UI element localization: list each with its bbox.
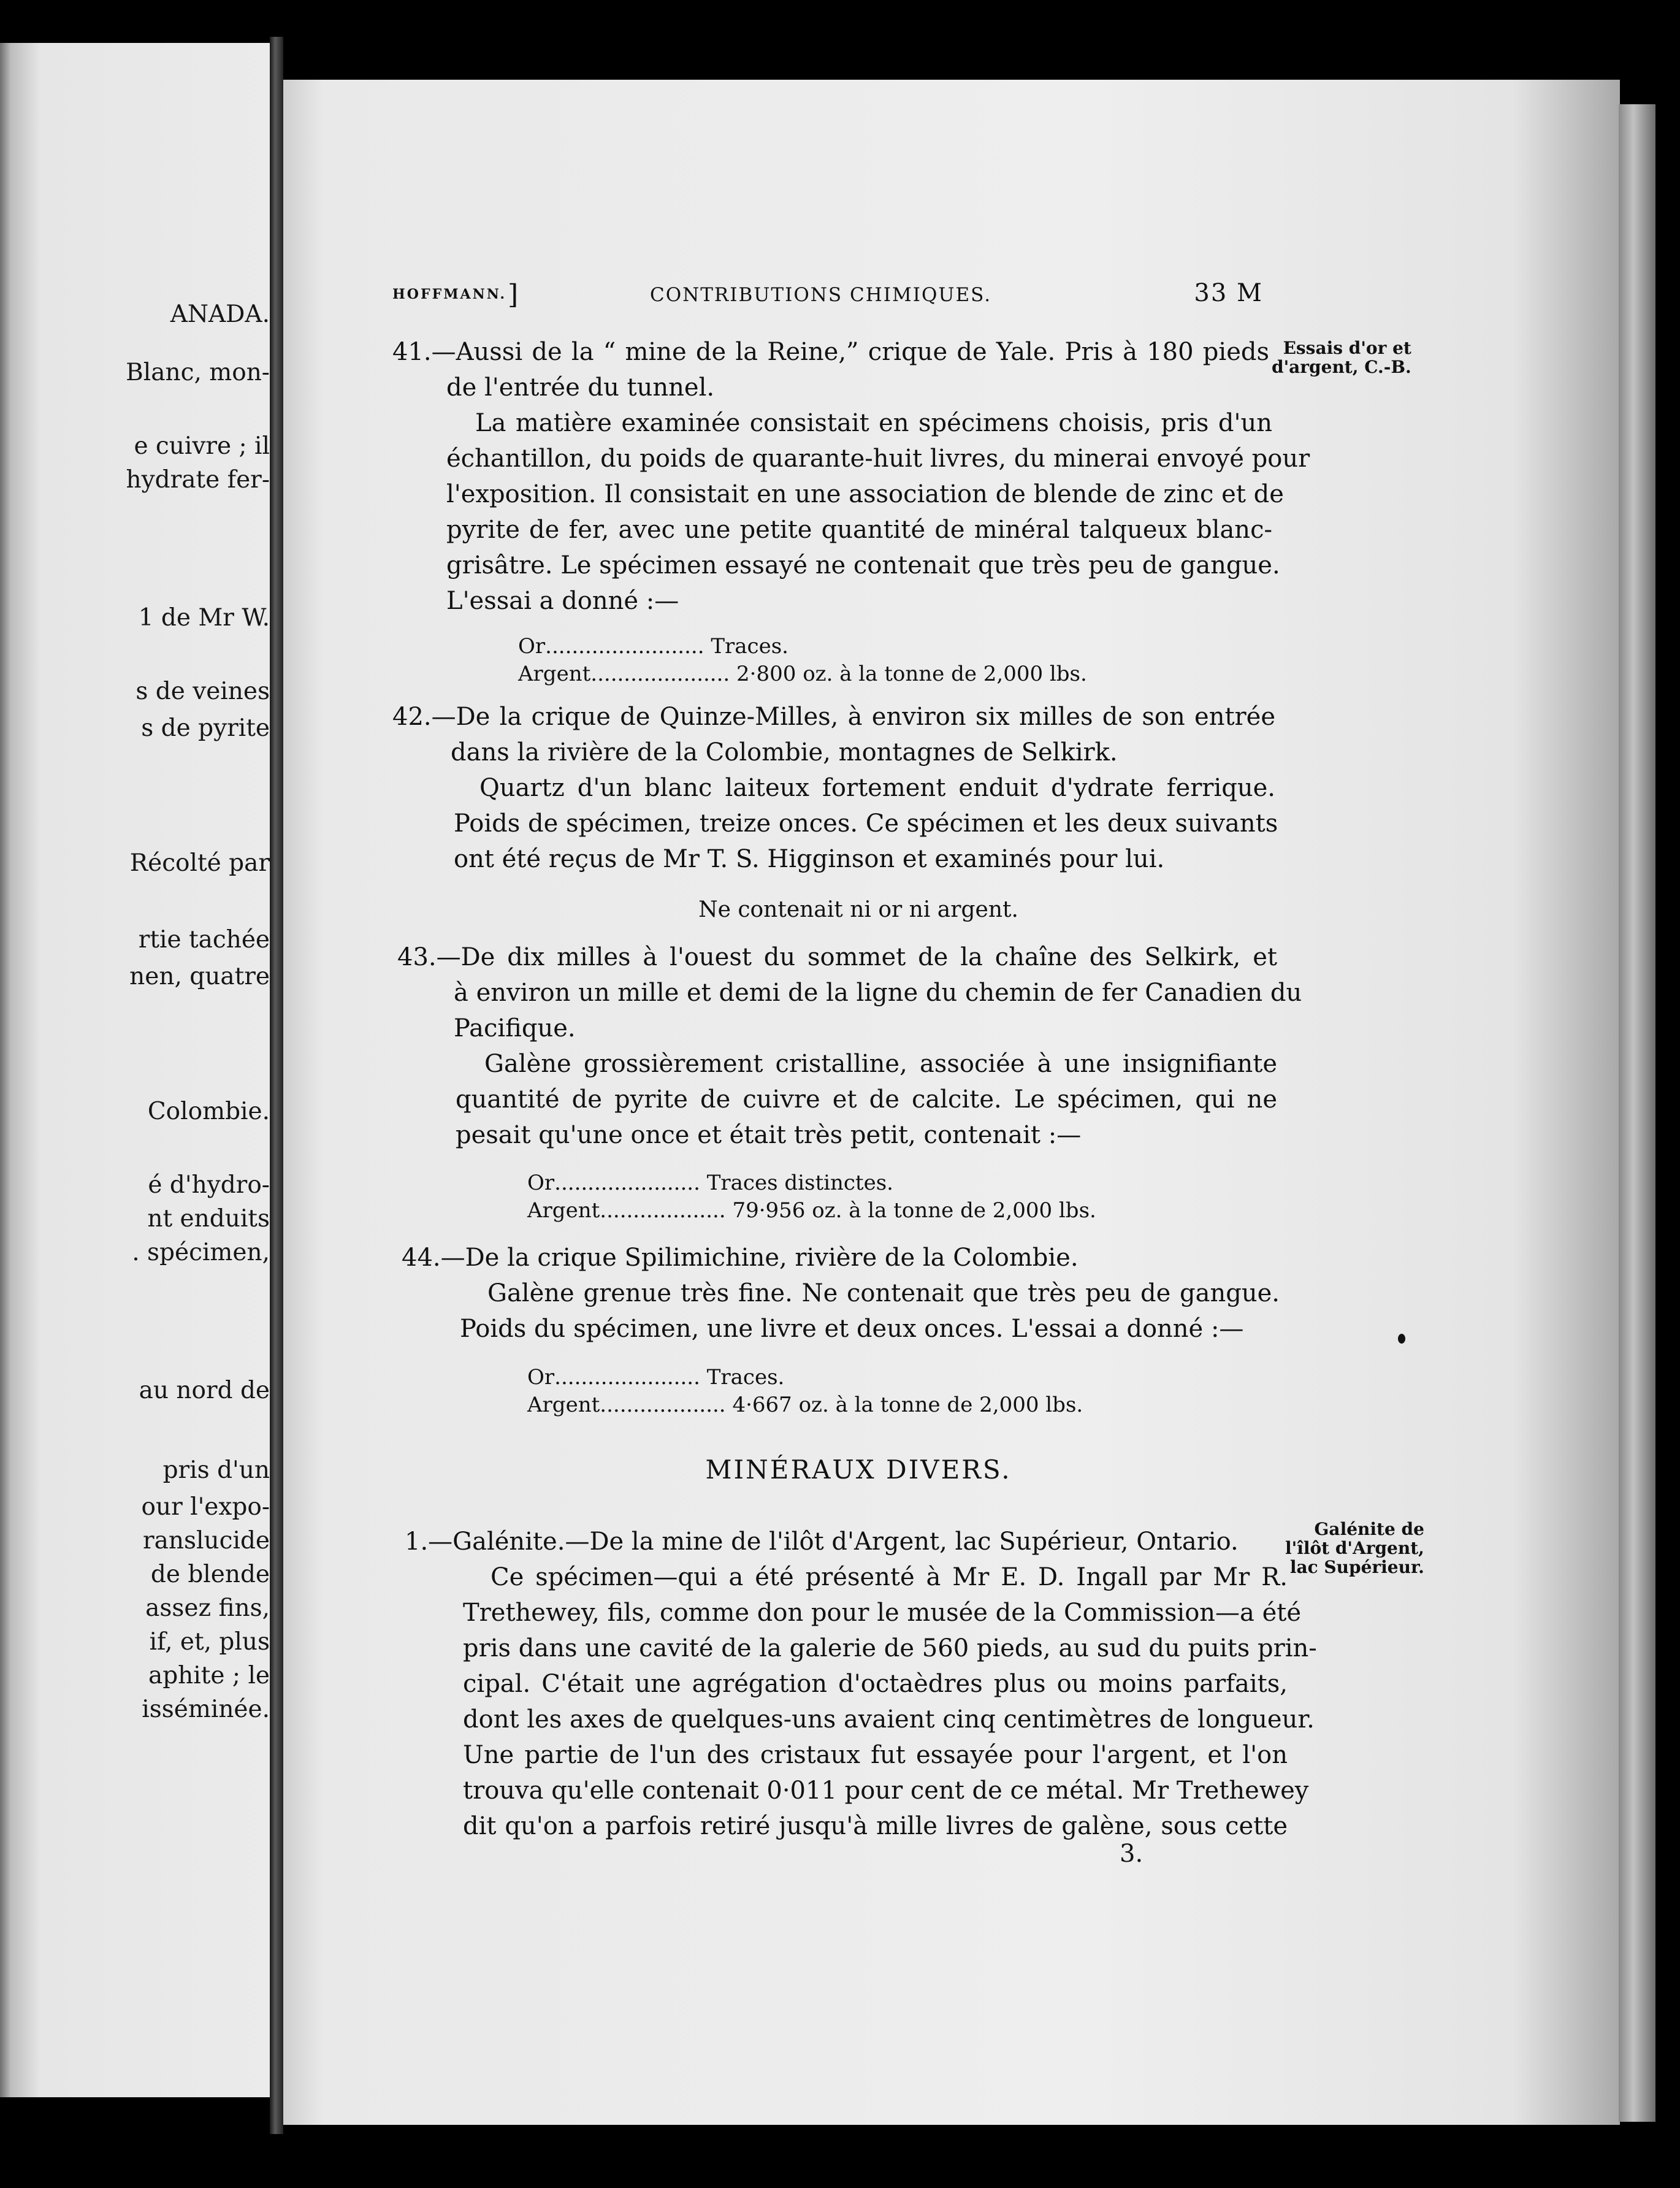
- assay-leader: ......................: [554, 1171, 700, 1195]
- left-text-line: ranslucide: [143, 1527, 270, 1555]
- book-spine: [270, 37, 283, 2134]
- entry-42-line: ont été reçus de Mr T. S. Higginson et examinés pour lui.: [454, 845, 1165, 873]
- assay-row: [527, 1168, 893, 1198]
- entry-41-line: de l'entrée du tunnel.: [446, 373, 715, 402]
- entry-42-line: Quartz d'un blanc laiteux fortement enduit d'ydrate ferrique.: [479, 774, 1275, 802]
- left-text-line: é d'hydro-: [148, 1171, 270, 1199]
- assay-row: [518, 659, 1087, 689]
- assay-value: 2·800 oz. à la tonne de 2,000 lbs.: [736, 662, 1087, 686]
- left-text-line: nt enduits: [147, 1205, 270, 1233]
- left-text-line: Colombie.: [147, 1098, 270, 1125]
- left-text-line: if, et, plus: [149, 1628, 270, 1656]
- left-text-line: . spécimen,: [132, 1239, 270, 1266]
- entry-1-line: dont les axes de quelques-uns avaient cinq centimètres de longueur.: [463, 1705, 1315, 1734]
- entry-44-line: Poids du spécimen, une livre et deux onces. L'essai a donné :—: [460, 1315, 1244, 1343]
- assay-row: [527, 1196, 1096, 1225]
- header-bracket: ]: [508, 279, 520, 310]
- left-text-line: 1 de Mr W.: [138, 604, 270, 632]
- assay-value: 4·667 oz. à la tonne de 2,000 lbs.: [732, 1393, 1083, 1417]
- left-page-fragment: [0, 43, 270, 2097]
- entry-44-line: 44.—De la crique Spilimichine, rivière de la Colombie.: [402, 1244, 1079, 1272]
- entry-41-line: grisâtre. Le spécimen essayé ne contenait que très peu de gangue.: [446, 551, 1280, 580]
- assay-row: [518, 632, 788, 661]
- assay-leader: ......................: [554, 1365, 700, 1390]
- entry-42-line: Poids de spécimen, treize onces. Ce spécimen et les deux suivants: [454, 809, 1278, 838]
- assay-value: Traces distinctes.: [706, 1171, 893, 1195]
- running-header: [392, 279, 1263, 316]
- entry-41-line: 41.—Aussi de la “ mine de la Reine,” crique de Yale. Pris à 180 pieds: [392, 338, 1269, 366]
- left-text-line: our l'expo-: [141, 1493, 270, 1521]
- assay-value: Traces.: [711, 634, 788, 659]
- left-text-line: e cuivre ; il: [134, 432, 270, 460]
- entry-1-line: Trethewey, fils, comme don pour le musée de la Commission—a été: [463, 1599, 1302, 1627]
- entry-43-line: Galène grossièrement cristalline, associée à une insignifiante: [484, 1050, 1277, 1078]
- entry-43-line: 43.—De dix milles à l'ouest du sommet de la chaîne des Selkirk, et: [397, 943, 1277, 971]
- entry-43-line: pesait qu'une once et était très petit, contenait :—: [456, 1121, 1082, 1149]
- entry-41-line: échantillon, du poids de quarante-huit livres, du minerai envoyé pour: [446, 445, 1310, 473]
- assay-leader: ........................: [545, 634, 704, 659]
- section-title: MINÉRAUX DIVERS.: [705, 1455, 1012, 1485]
- left-text-line: s de veines: [136, 678, 270, 705]
- margin-note-line: lac Supérieur.: [1289, 1557, 1424, 1577]
- header-title: CONTRIBUTIONS CHIMIQUES.: [650, 284, 992, 306]
- left-text-line: nen, quatre: [129, 963, 270, 990]
- entry-41-line: L'essai a donné :—: [446, 587, 679, 615]
- assay-leader: ...................: [600, 1198, 726, 1223]
- entry-41-line: l'exposition. Il consistait en une association de blende de zinc et de: [446, 480, 1284, 508]
- entry-1-line: Ce spécimen—qui a été présenté à Mr E. D. Ingall par Mr R.: [491, 1563, 1288, 1591]
- entry-43-line: quantité de pyrite de cuivre et de calcite. Le spécimen, qui ne: [456, 1085, 1277, 1114]
- left-text-line: au nord de: [139, 1377, 270, 1404]
- entry-41-line: La matière examinée consistait en spécimens choisis, pris d'un: [475, 409, 1272, 437]
- assay-value: 79·956 oz. à la tonne de 2,000 lbs.: [732, 1198, 1096, 1223]
- margin-note-line: l'îlôt d'Argent,: [1285, 1538, 1424, 1558]
- entry-42-line: dans la rivière de la Colombie, montagnes de Selkirk.: [451, 738, 1118, 767]
- left-text-line: pris d'un: [162, 1456, 270, 1484]
- assay-label: Or: [527, 1171, 555, 1195]
- margin-note-galenite: [1285, 1520, 1424, 1577]
- left-text-line: Blanc, mon-: [126, 359, 270, 386]
- margin-note-line: Essais d'or et: [1283, 338, 1411, 358]
- left-text-line: s de pyrite: [141, 714, 270, 742]
- ink-speck: [1398, 1334, 1405, 1344]
- entry-43-line: Pacifique.: [454, 1014, 576, 1042]
- entry-42-line: 42.—De la crique de Quinze-Milles, à environ six milles de son entrée: [392, 703, 1275, 731]
- page-edge: [1619, 104, 1655, 2122]
- entry-1-line: cipal. C'était une agrégation d'octaèdres plus ou moins parfaits,: [463, 1670, 1288, 1698]
- assay-label: Or: [527, 1365, 555, 1390]
- assay-label: Argent: [518, 662, 591, 686]
- entry-1-line: Une partie de l'un des cristaux fut essayée pour l'argent, et l'on: [463, 1741, 1288, 1769]
- margin-note-line: Galénite de: [1314, 1519, 1424, 1539]
- signature-mark: 3.: [1120, 1840, 1144, 1868]
- left-text-line: hydrate fer-: [126, 466, 270, 494]
- entry-42-result: Ne contenait ni or ni argent.: [698, 897, 1018, 922]
- entry-1-line: pris dans une cavité de la galerie de 560 pieds, au sud du puits prin-: [463, 1634, 1317, 1662]
- left-text-line: assez fins,: [145, 1594, 270, 1622]
- assay-value: Traces.: [706, 1365, 785, 1390]
- left-text-line: aphite ; le: [148, 1662, 270, 1689]
- left-text-line: Récolté par: [129, 849, 270, 877]
- assay-leader: ...................: [600, 1393, 726, 1417]
- margin-note-line: d'argent, C.-B.: [1272, 357, 1411, 377]
- assay-label: Argent: [527, 1393, 600, 1417]
- entry-41-line: pyrite de fer, avec une petite quantité de minéral talqueux blanc-: [446, 516, 1272, 544]
- assay-row: [527, 1363, 784, 1392]
- left-text-line: isséminée.: [142, 1696, 270, 1723]
- header-author: HOFFMANN.: [392, 286, 507, 302]
- assay-label: Argent: [527, 1198, 600, 1223]
- entry-1-line: 1.—Galénite.—De la mine de l'ilôt d'Argent, lac Supérieur, Ontario.: [405, 1528, 1239, 1556]
- entry-43-line: à environ un mille et demi de la ligne du chemin de fer Canadien du: [454, 979, 1302, 1007]
- left-text-line: rtie tachée: [138, 926, 270, 954]
- assay-leader: .....................: [590, 662, 730, 686]
- left-text-line: ANADA.: [170, 300, 270, 328]
- assay-row: [527, 1390, 1083, 1420]
- page-number: 33 M: [1194, 279, 1263, 307]
- left-text-line: de blende: [150, 1561, 270, 1588]
- entry-44-line: Galène grenue très fine. Ne contenait que très peu de gangue.: [487, 1279, 1280, 1307]
- entry-1-line: trouva qu'elle contenait 0·011 pour cent de ce métal. Mr Trethewey: [463, 1777, 1309, 1805]
- assay-label: Or: [518, 634, 546, 659]
- entry-1-line: dit qu'on a parfois retiré jusqu'à mille livres de galène, sous cette: [463, 1812, 1288, 1840]
